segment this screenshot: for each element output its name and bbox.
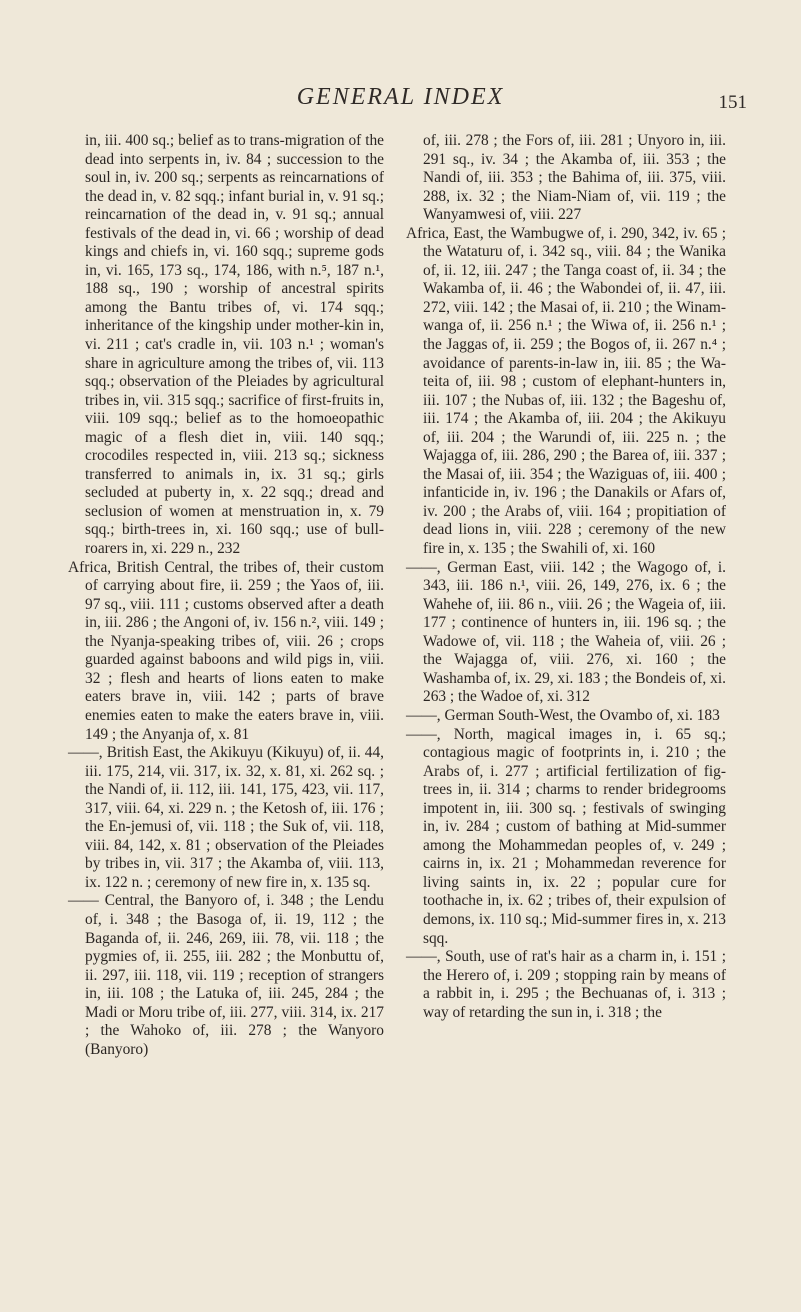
index-entry: of, iii. 278 ; the Fors of, iii. 281 ; Unyoro in, iii. 291 sq., iv. 34 ; the Akamba of, iii. 353 ; the Nandi of, iii. 353 ; the Bahima of, iii. 375, viii. 288, ix. 32 ; the Niam-Niam of, vii. 119 ; the Wanyamwesi of, viii. 227 — [423, 132, 726, 224]
index-entry: —— Central, the Banyoro of, i. 348 ; the Lendu of, i. 348 ; the Basoga of, ii. 19, 112 ; the Baganda of, ii. 246, 269, iii. 78, vii. 118 ; the pygmies of, ii. 255, iii. 282 ; the Monbuttu of, ii. 297, iii. 118, vii. 119 ; reception of strangers in, iii. 108 ; the Latuka of, iii. 245, 284 ; the Madi or Moru tribe of, iii. 277, viii. 314, ix. 217 ; the Wahoko of, iii. 278 ; the Wanyoro (Banyoro) — [68, 892, 384, 1058]
index-entry: ——, German South-West, the Ovambo of, xi. 183 — [406, 706, 720, 724]
index-entry: ——, South, use of rat's hair as a charm in, i. 151 ; the Herero of, i. 209 ; stopping rain by means of a rabbit in, i. 295 ; the Bechuanas of, i. 313 ; way of retarding the sun in, i. 318 ; the — [406, 948, 726, 1021]
running-head: GENERAL INDEX — [296, 84, 505, 110]
index-entry: ——, British East, the Akikuyu (Kikuyu) of, ii. 44, iii. 175, 214, vii. 317, ix. 32, x. 81, xi. 262 sq. ; the Nandi of, ii. 112, iii. 141, 175, 423, vii. 117, 317, viii. 64, xi. 229 n. ; the Ketosh of, iii. 176 ; the En-jemusi of, vii. 118 ; the Suk of, vii. 118, viii. 84, 142, x. 81 ; observation of the Pleiades by tribes in, vii. 317 ; the Akamba of, viii. 113, ix. 122 n. ; ceremony of new fire in, x. 135 sq. — [68, 744, 384, 891]
page-number: 151 — [718, 92, 747, 113]
index-entry: Africa, British Central, the tribes of, their custom of carrying about fire, ii. 259 ; the Yaos of, iii. 97 sq., viii. 111 ; customs observed after a death in, iii. 286 ; the Angoni of, iv. 156 n.², viii. 149 ; the Nyanja-speaking tribes of, viii. 26 ; crops guarded against baboons and wild pigs in, viii. 32 ; flesh and hearts of lions eaten to make eaters brave in, viii. 142 ; parts of brave enemies eaten to make the eaters brave in, viii. 149 ; the Anyanja of, x. 81 — [68, 558, 384, 743]
index-entry: ——, North, magical images in, i. 65 sq.; contagious magic of footprints in, i. 210 ; the Arabs of, i. 277 ; artificial fertilization of fig-trees in, ii. 314 ; charms to render bridegrooms impotent in, iii. 300 sq. ; festivals of swinging in, iv. 284 ; custom of bathing at Mid-summer among the Mohammedan peoples of, v. 249 ; cairns in, ix. 21 ; Mohammedan reverence for living saints in, ix. 22 ; popular cure for toothache in, ix. 62 ; tribes of, their expulsion of demons, ix. 110 sq.; Mid-summer fires in, x. 213 sqq. — [406, 725, 726, 947]
index-entry: in, iii. 400 sq.; belief as to trans-migration of the dead into serpents in, iv. 84 ; succession to the soul in, iv. 200 sq.; serpents as reincarnations of the dead in, v. 82 sqq.; infant burial in, v. 91 sq.; reincarnation of the dead in, v. 91 sq.; annual festivals of the dead in, vi. 66 ; worship of dead kings and chiefs in, vi. 160 sqq.; supreme gods in, vi. 165, 173 sq., 174, 186, with n.⁵, 187 n.¹, 188 sq., 190 ; worship of ancestral spirits among the Bantu tribes of, vi. 174 sqq.; inheritance of the kingship under mother-kin in, vi. 211 ; cat's cradle in, vii. 103 n.¹ ; woman's share in agriculture among the tribes of, vii. 113 sqq.; observation of the Pleiades by agricultural tribes in, vii. 315 sqq.; sacrifice of first-fruits in, viii. 109 sqq.; belief as to the homoeopathic magic of a flesh diet in, viii. 140 sqq.; crocodiles respected in, viii. 213 sq.; sickness transferred to animals in, ix. 31 sq.; girls secluded at puberty in, x. 22 sqq.; dread and seclusion of women at menstruation in, x. 79 sqq.; birth-trees in, xi. 160 sqq.; use of bull-roarers in, xi. 229 n., 232 — [85, 132, 384, 558]
index-column-right — [406, 132, 726, 1022]
index-entry: Africa, East, the Wambugwe of, i. 290, 342, iv. 65 ; the Wataturu of, i. 342 sq., viii. 84 ; the Wanika of, ii. 12, iii. 247 ; the Tanga coast of, ii. 34 ; the Wakamba of, ii. 46 ; the Wabondei of, ii. 47, iii. 272, viii. 142 ; the Masai of, ii. 210 ; the Winam-wanga of, ii. 256 n.¹ ; the Wiwa of, ii. 256 n.¹ ; the Jaggas of, ii. 259 ; the Bogos of, ii. 267 n.⁴ ; avoidance of parents-in-law in, iii. 85 ; the Wa-teita of, iii. 98 ; custom of elephant-hunters in, iii. 107 ; the Nubas of, iii. 132 ; the Bageshu of, iii. 174 ; the Akamba of, iii. 204 ; the Akikuyu of, iii. 204 ; the Warundi of, iii. 225 n. ; the Wajagga of, iii. 286, 290 ; the Barea of, iii. 337 ; the Masai of, iii. 354 ; the Waziguas of, iii. 400 ; infanticide in, iv. 196 ; the Danakils or Afars of, iv. 200 ; the Arabs of, viii. 164 ; propitiation of dead lions in, viii. 228 ; ceremony of the new fire in, x. 135 ; the Swahili of, xi. 160 — [406, 224, 726, 558]
index-column-left — [68, 132, 384, 1059]
index-entry: ——, German East, viii. 142 ; the Wagogo of, i. 343, iii. 186 n.¹, viii. 26, 149, 276, ix. 6 ; the Wahehe of, iii. 86 n., viii. 26 ; the Wageia of, iii. 177 ; continence of hunters in, iii. 196 sq. ; the Wadowe of, vii. 118 ; the Waheia of, viii. 26 ; the Wajagga of, viii. 276, xi. 160 ; the Washamba of, ix. 29, xi. 183 ; the Bondeis of, xi. 263 ; the Wadoe of, xi. 312 — [406, 558, 726, 706]
